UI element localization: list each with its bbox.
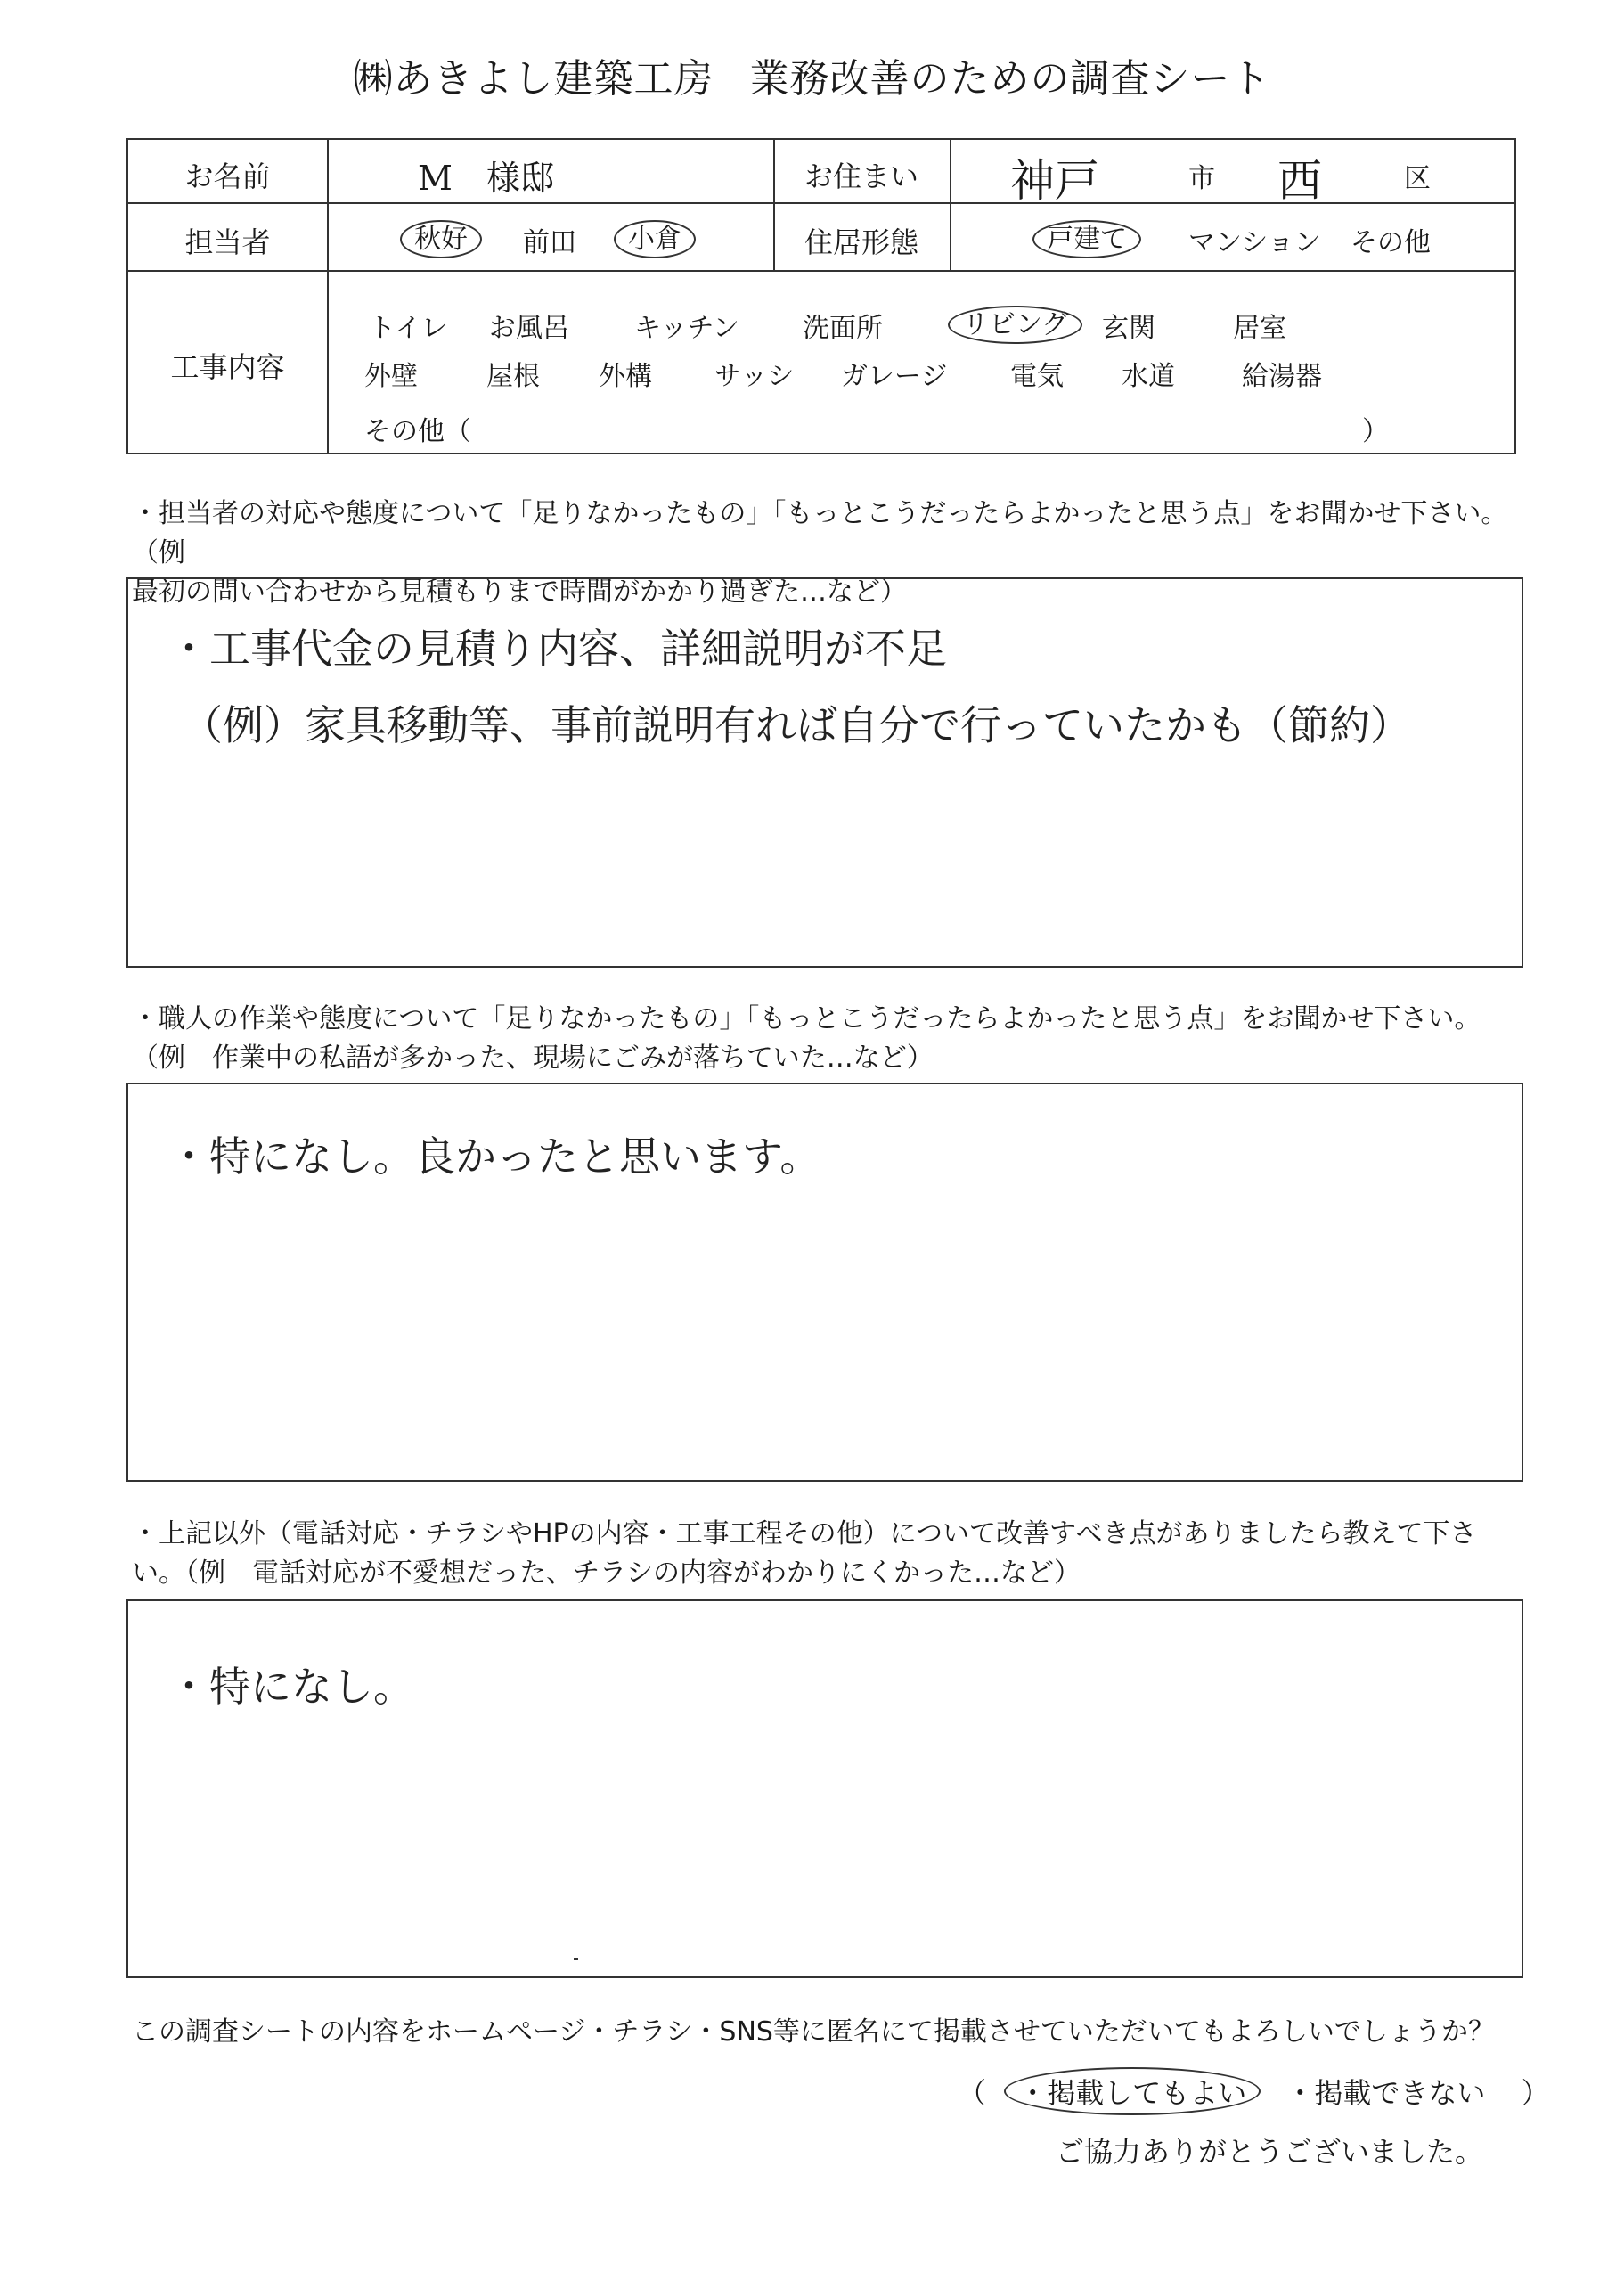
question-text-line: い。（例 電話対応が不愛想だった、チラシの内容がわかりにくかった…など）	[132, 1557, 1081, 1589]
name-label: お名前	[184, 159, 271, 193]
question-text-line: 最初の問い合わせから見積もりまで時間がかかり過ぎた…など）	[132, 576, 907, 608]
question-text-line: ・上記以外（電話対応・チラシやHPの内容・工事工程その他）について改善すべき点がありましたら教えて下さ	[132, 1518, 1477, 1549]
page-title	[0, 46, 1624, 103]
question-craftsman	[132, 1000, 1522, 1078]
address-label: お住まい	[804, 159, 918, 193]
answer-box-staff[interactable]	[126, 577, 1523, 968]
question-text-line: ・職人の作業や態度について「足りなかったもの」「もっとこうだったらよかったと思う点」をお聞かせ下さい。	[132, 1003, 1481, 1034]
housing-option-mansion[interactable]: マンション	[1188, 227, 1321, 258]
staff-option-ogura[interactable]: 小倉	[614, 217, 696, 256]
question-text-line: （例 作業中の私語が多かった、現場にごみが落ちていた…など）	[132, 1042, 934, 1074]
work-other-label: その他（	[364, 416, 471, 447]
work-option-room[interactable]: 居室	[1233, 313, 1286, 344]
staff-option-akiyoshi[interactable]: 秋好	[400, 217, 482, 256]
staff-option-maeda[interactable]: 前田	[523, 227, 576, 258]
work-other-field[interactable]	[471, 423, 1362, 441]
work-option-kitchen[interactable]: キッチン	[634, 313, 739, 344]
answer-text-line: ・特になし。良かったと思います。	[168, 1132, 821, 1181]
work-option-garage[interactable]: ガレージ	[841, 361, 948, 392]
address-city-field[interactable]: 神戸	[1010, 155, 1099, 207]
work-option-entrance[interactable]: 玄関	[1102, 313, 1155, 344]
work-label: 工事内容	[170, 350, 285, 384]
work-option-electric[interactable]: 電気	[1010, 361, 1064, 392]
consent-options	[958, 2067, 1550, 2115]
thanks-message: ご協力ありがとうございました。	[1056, 2135, 1484, 2169]
city-suffix: 市	[1188, 163, 1215, 194]
company-name: ㈱あきよし建築工房	[353, 56, 714, 102]
work-option-washroom[interactable]: 洗面所	[803, 313, 883, 344]
housing-option-detached[interactable]: 戸建て	[1032, 217, 1141, 256]
work-option-toilet[interactable]: トイレ	[369, 313, 448, 344]
work-option-living[interactable]: リビング	[948, 302, 1082, 341]
consent-option-yes[interactable]: ・掲載してもよい	[1004, 2067, 1261, 2115]
consent-option-no[interactable]: ・掲載できない	[1285, 2076, 1486, 2110]
ward-suffix: 区	[1404, 163, 1431, 194]
question-text-line: ・担当者の対応や態度について「足りなかったもの」「もっとこうだったらよかったと思う点」をお聞かせ下さい。（例	[132, 498, 1508, 568]
info-table	[126, 138, 1516, 454]
name-field[interactable]: M 様邸	[418, 159, 554, 198]
work-option-exterior-wall[interactable]: 外壁	[364, 361, 418, 392]
work-other-close: ）	[1362, 416, 1389, 447]
work-option-sash[interactable]: サッシ	[714, 361, 795, 392]
consent-question: この調査シートの内容をホームページ・チラシ・SNS等に匿名にて掲載させていただいてもよろしいでしょうか？	[132, 2016, 1495, 2048]
consent-open: （	[958, 2076, 987, 2110]
work-option-bath[interactable]: お風呂	[489, 313, 569, 344]
answer-box-craftsman[interactable]	[126, 1083, 1523, 1482]
staff-label: 担当者	[184, 225, 271, 259]
address-ward-field[interactable]: 西	[1277, 155, 1322, 207]
answer-text-line: ・工事代金の見積り内容、詳細説明が不足	[168, 625, 947, 673]
work-option-water[interactable]: 水道	[1122, 361, 1175, 392]
housing-label: 住居形態	[804, 225, 918, 259]
consent-close: ）	[1521, 2076, 1550, 2110]
work-option-exterior[interactable]: 外構	[599, 361, 652, 392]
work-option-roof[interactable]: 屋根	[486, 361, 540, 392]
sheet-subject: 業務改善のための調査シート	[749, 56, 1271, 102]
answer-text-line: （例）家具移動等、事前説明有れば自分で行っていたかも（節約）	[182, 701, 1411, 749]
stray-mark	[574, 1958, 578, 1960]
answer-text-line: ・特になし。	[168, 1663, 414, 1711]
housing-option-other[interactable]: その他	[1351, 227, 1431, 258]
question-other	[132, 1515, 1522, 1593]
answer-box-other[interactable]	[126, 1599, 1523, 1978]
work-option-water-heater[interactable]: 給湯器	[1242, 361, 1322, 392]
